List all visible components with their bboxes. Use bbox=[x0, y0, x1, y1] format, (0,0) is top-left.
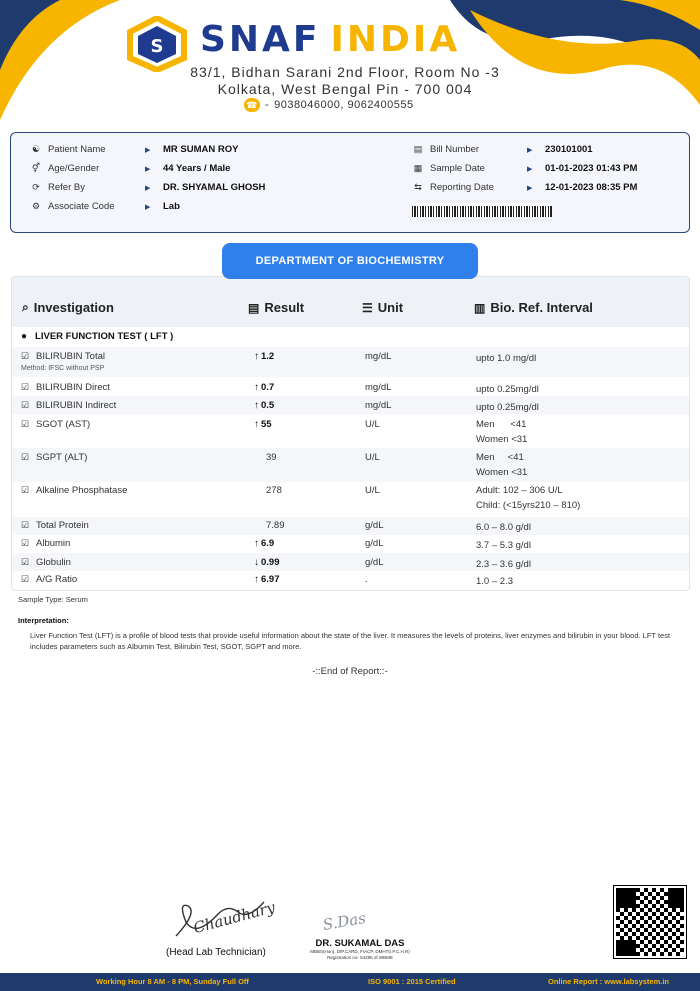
refer-by-row: ⟳ Refer By ▶ DR. SHYAMAL GHOSH bbox=[29, 182, 265, 193]
checklist-icon: ☰ bbox=[362, 300, 373, 315]
table-row: ☑ A/G Ratio ↑ 6.97 . 1.0 – 2.3 bbox=[21, 574, 513, 587]
doctor-registration: Registration no- 54285 of WBME bbox=[327, 954, 393, 960]
header-result: ▤ Result bbox=[248, 300, 305, 315]
patient-name-row: ☯ Patient Name ▶ MR SUMAN ROY bbox=[29, 144, 238, 155]
table-header bbox=[12, 277, 690, 327]
table-row: ☑ BILIRUBIN Indirect ↑ 0.5 mg/dL upto 0.25mg/dl bbox=[12, 396, 689, 414]
table-row: ☑ Alkaline Phosphatase 278 U/L Adult: 102 – 306 U/L Child: (<15yrs210 – 810) bbox=[21, 485, 581, 511]
bill-icon: ▤ bbox=[413, 144, 423, 154]
interpretation-title: Interpretation: bbox=[18, 616, 69, 625]
svg-text:S: S bbox=[150, 36, 164, 57]
checkbox-icon: ☑ bbox=[21, 538, 30, 548]
refresh-icon: ⟳ bbox=[32, 182, 40, 192]
svg-text:S.Das: S.Das bbox=[321, 908, 368, 934]
working-hours: Working Hour 8 AM - 8 PM, Sunday Full Off bbox=[96, 977, 249, 986]
address-line2: Kolkata, West Bengal Pin - 700 004 bbox=[217, 81, 473, 97]
associate-code-row: ⚙ Associate Code ▶ Lab bbox=[29, 201, 180, 212]
technician-signature bbox=[168, 892, 278, 944]
doctor-name: DR. SUKAMAL DAS bbox=[315, 938, 405, 949]
results-table bbox=[11, 276, 690, 591]
arrow-up-icon: ↑ bbox=[254, 351, 259, 362]
gear-icon: ⚙ bbox=[31, 201, 41, 211]
phone-text: 9038046000, 9062400555 bbox=[274, 99, 414, 111]
checkbox-icon: ☑ bbox=[21, 452, 30, 462]
calendar-icon: ▦ bbox=[413, 163, 423, 173]
brand-part1: SNAF bbox=[200, 19, 321, 60]
arrow-up-icon: ↑ bbox=[254, 419, 259, 430]
brand-name bbox=[200, 20, 460, 60]
arrow-up-icon: ↑ bbox=[254, 574, 259, 585]
qr-code bbox=[614, 886, 686, 958]
person-icon: ☯ bbox=[31, 144, 41, 154]
table-row: ☑ Albumin ↑ 6.9 g/dL 3.7 – 5.3 g/dl bbox=[21, 538, 531, 551]
gender-icon: ⚥ bbox=[31, 163, 41, 173]
phone-numbers: ☎ - 9038046000, 9062400555 bbox=[244, 98, 414, 112]
address-line1: 83/1, Bidhan Sarani 2nd Floor, Room No -3 bbox=[190, 64, 500, 80]
drop-icon: ● bbox=[21, 331, 28, 342]
checkbox-icon: ☑ bbox=[21, 419, 30, 429]
checkbox-icon: ☑ bbox=[21, 351, 30, 361]
doctor-qualification: MBBS(Hon), DIP.CARD, FIACP, DMHT(I.P.C.H.R) bbox=[310, 949, 410, 954]
doctor-block bbox=[310, 938, 410, 960]
exchange-icon: ⇆ bbox=[414, 182, 422, 192]
table-row: ☑ SGPT (ALT) 39 U/L Men <41 Women <31 bbox=[12, 448, 689, 482]
header-investigation: ⌕ Investigation bbox=[22, 300, 114, 315]
arrow-down-icon: ↓ bbox=[254, 557, 259, 568]
table-row: ☑ Total Protein 7.89 g/dL 6.0 – 8.0 g/dl bbox=[12, 517, 689, 535]
checkbox-icon: ☑ bbox=[21, 485, 30, 495]
sample-type: Sample Type: Serum bbox=[18, 595, 88, 604]
search-icon: ⌕ bbox=[22, 300, 29, 314]
checkbox-icon: ☑ bbox=[21, 574, 30, 584]
reporting-date-row: ⇆ Reporting Date ▶ 12-01-2023 08:35 PM bbox=[411, 182, 637, 193]
document-icon: ▥ bbox=[474, 300, 486, 315]
table-row: ☑ Globulin ↓ 0.99 g/dL 2.3 – 3.6 g/dl bbox=[12, 553, 689, 571]
arrow-up-icon: ↑ bbox=[254, 400, 259, 411]
footer-bar bbox=[0, 973, 700, 991]
table-row: ☑ SGOT (AST) ↑ 55 U/L Men <41 Women <31 bbox=[21, 419, 528, 445]
section-title: ● LIVER FUNCTION TEST ( LFT ) bbox=[21, 331, 174, 342]
arrow-up-icon: ↑ bbox=[254, 382, 259, 393]
patient-info-box bbox=[10, 132, 690, 233]
department-badge: DEPARTMENT OF BIOCHEMISTRY bbox=[222, 243, 478, 279]
phone-icon: ☎ bbox=[244, 98, 260, 112]
checkbox-icon: ☑ bbox=[21, 382, 30, 392]
table-row: ☑ BILIRUBIN Direct ↑ 0.7 mg/dL upto 0.25mg/dl bbox=[21, 382, 539, 395]
sample-date-row: ▦ Sample Date ▶ 01-01-2023 01:43 PM bbox=[411, 163, 637, 174]
table-row: ☑ BILIRUBIN Total Method: IFSC without PSP ↑ 1.2 mg/dL upto 1.0 mg/dl bbox=[12, 347, 689, 377]
arrow-up-icon: ↑ bbox=[254, 538, 259, 549]
checkbox-icon: ☑ bbox=[21, 520, 30, 530]
barcode bbox=[412, 206, 552, 217]
clipboard-icon: ▤ bbox=[248, 300, 260, 315]
svg-text:Chaudhary: Chaudhary bbox=[191, 898, 277, 938]
bill-number-row: ▤ Bill Number ▶ 230101001 bbox=[411, 144, 593, 155]
interpretation-text: Liver Function Test (LFT) is a profile of blood tests that provide useful information about the state of the liver. It measures the levels of proteins, liver enzymes and bilirubin in your blood. LFT test includes parameters such as Albumin Test, Bilirubin Test, SGOT, SGPT and more. bbox=[30, 631, 671, 651]
technician-title: (Head Lab Technician) bbox=[166, 947, 266, 958]
checkbox-icon: ☑ bbox=[21, 557, 30, 567]
header-ref: ▥ Bio. Ref. Interval bbox=[474, 300, 593, 315]
brand-part2: INDIA bbox=[330, 19, 461, 60]
end-of-report: -::End of Report::- bbox=[312, 666, 388, 677]
doctor-signature bbox=[318, 896, 418, 934]
header-unit: ☰ Unit bbox=[362, 300, 404, 315]
age-gender-row: ⚥ Age/Gender ▶ 44 Years / Male bbox=[29, 163, 230, 174]
online-report: Online Report : www.labsystem.in bbox=[548, 977, 669, 986]
checkbox-icon: ☑ bbox=[21, 400, 30, 410]
iso-cert: ISO 9001 : 2015 Certified bbox=[368, 977, 456, 986]
